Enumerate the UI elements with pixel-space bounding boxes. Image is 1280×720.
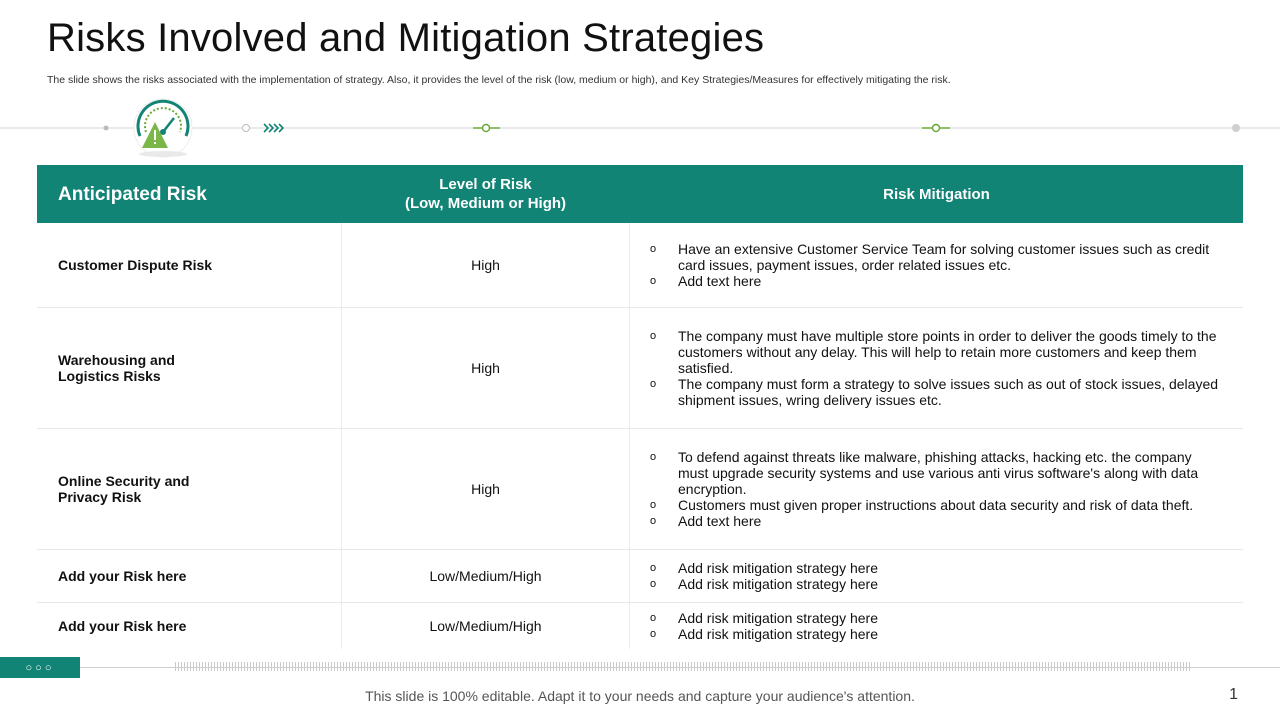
footer-tick-strip: [175, 662, 1190, 671]
bullet-icon: o: [650, 612, 657, 624]
risk-mitigation: [630, 429, 1243, 549]
bullet-icon: o: [650, 451, 657, 463]
risk-level: High: [341, 308, 630, 428]
table-row: [37, 550, 1243, 603]
risk-name: Warehousing and Logistics Risks: [58, 352, 175, 384]
bullet-icon: o: [650, 562, 657, 574]
risk-level: High: [341, 223, 630, 307]
header-level-of-risk: [341, 165, 630, 223]
risk-name: Add your Risk here: [58, 568, 187, 584]
mitigation-item: o Add text here: [650, 273, 762, 289]
risk-level: Low/Medium/High: [341, 550, 630, 602]
bullet-icon: o: [650, 330, 657, 342]
risk-mitigation: [630, 603, 1243, 649]
bullet-icon: o: [650, 243, 657, 255]
mitigation-item: o Customers must given proper instructions about data security and risk of data theft.: [650, 497, 1194, 513]
bullet-icon: o: [650, 275, 657, 287]
mitigation-item: o Add risk mitigation strategy here: [650, 576, 878, 592]
risk-level: High: [341, 429, 630, 549]
bullet-icon: o: [650, 628, 657, 640]
mitigation-item: o The company must have multiple store points in order to deliver the goods timely to the customers without any delay. This will help to retain more customers and keep them satisfied.: [650, 328, 1217, 376]
page-number: 1: [1229, 686, 1238, 703]
mitigation-item: o To defend against threats like malware, phishing attacks, hacking etc. the company must upgrade security systems and use various anti virus software's along with data encryption.: [650, 449, 1199, 497]
header-anticipated-risk: Anticipated Risk: [58, 183, 207, 205]
timeline-decoration: [0, 98, 1280, 162]
risk-mitigation: [630, 223, 1243, 307]
mitigation-item: o Have an extensive Customer Service Team for solving customer issues such as credit card issues, payment issues, order related issues etc.: [650, 241, 1210, 273]
header-risk-mitigation: Risk Mitigation: [883, 185, 990, 203]
table-row: [37, 429, 1243, 550]
risk-gauge-icon: [134, 99, 192, 157]
risk-name: Online Security and Privacy Risk: [58, 473, 190, 505]
bullet-icon: o: [650, 578, 657, 590]
footer-note: This slide is 100% editable. Adapt it to your needs and capture your audience's attention.: [365, 688, 915, 704]
mitigation-item: o Add risk mitigation strategy here: [650, 560, 878, 576]
risk-level: Low/Medium/High: [341, 603, 630, 649]
risk-name: Add your Risk here: [58, 618, 187, 634]
header-level-line1: Level of Risk: [439, 176, 532, 193]
page-title: Risks Involved and Mitigation Strategies: [47, 16, 765, 60]
risk-name: Customer Dispute Risk: [58, 257, 213, 273]
table-row: [37, 603, 1243, 649]
risk-mitigation: [630, 308, 1243, 428]
risk-table: [37, 165, 1243, 649]
mitigation-item: o The company must form a strategy to solve issues such as out of stock issues, delayed shipment issues, wring delivery issues etc.: [650, 376, 1219, 408]
header-level-line2: (Low, Medium or High): [404, 195, 567, 212]
mitigation-item: o Add risk mitigation strategy here: [650, 626, 878, 642]
mitigation-item: o Add risk mitigation strategy here: [650, 610, 878, 626]
footer-dots-badge: ○○○: [0, 657, 80, 678]
bullet-icon: o: [650, 378, 657, 390]
bullet-icon: o: [650, 515, 657, 527]
table-header: [37, 165, 1243, 223]
risk-mitigation: [630, 550, 1243, 602]
table-row: [37, 308, 1243, 429]
page-subtitle: The slide shows the risks associated with the implementation of strategy. Also, it provides the level of the risk (low, medium or high), and Key Strategies/Measures for effectively mitigating the risk.: [47, 74, 951, 86]
mitigation-item: o Add text here: [650, 513, 762, 529]
bullet-icon: o: [650, 499, 657, 511]
table-row: [37, 223, 1243, 308]
